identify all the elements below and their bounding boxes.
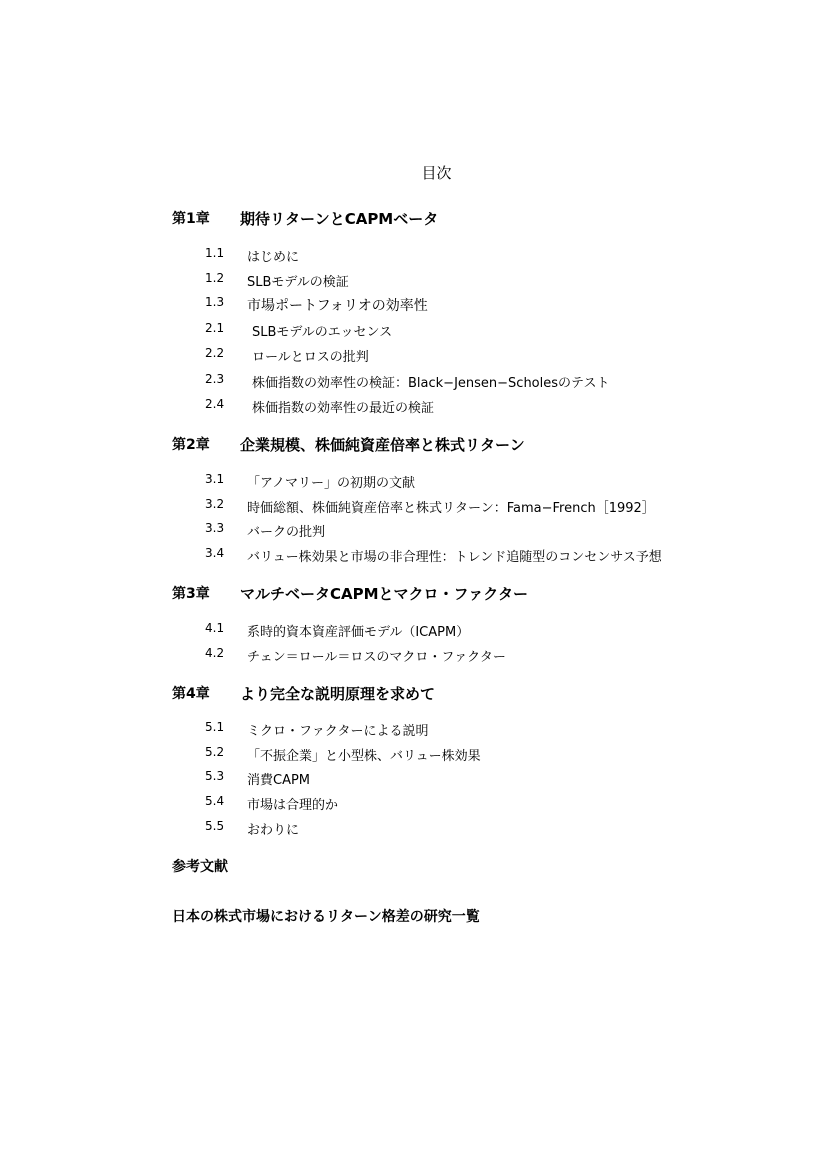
- section-title: バリュー株効果と市場の非合理性：トレンド追随型のコンセンサス予想: [247, 550, 662, 565]
- references-heading: 参考文献: [172, 859, 228, 875]
- section-title: SLBモデルのエッセンス: [252, 325, 393, 340]
- section-number: 1.1: [205, 246, 225, 260]
- section-number: 1.2: [205, 271, 225, 285]
- chapter-title: 期待リターンとCAPMベータ: [240, 210, 439, 228]
- chapter-title: マルチベータCAPMとマクロ・ファクター: [240, 585, 528, 603]
- chapter-number: 第3章: [172, 586, 210, 602]
- section-title: ロールとロスの批判: [252, 350, 369, 365]
- section-title: 時価総額、株価純資産倍率と株式リターン：Fama−French［1992］: [247, 501, 655, 516]
- section-number: 2.3: [205, 372, 225, 386]
- chapter-title: 企業規模、株価純資産倍率と株式リターン: [240, 436, 525, 454]
- section-title: はじめに: [247, 250, 300, 265]
- section-number: 1.3: [205, 295, 225, 309]
- section-title: 市場ポートフォリオの効率性: [247, 298, 428, 314]
- section-title: 系時的資本資産評価モデル（ICAPM）: [247, 625, 470, 640]
- section-number: 5.3: [205, 769, 225, 783]
- section-title: 消費CAPM: [247, 773, 311, 788]
- section-title: バークの批判: [247, 525, 326, 540]
- section-title: 株価指数の効率性の最近の検証: [252, 401, 435, 416]
- section-title: おわりに: [247, 823, 300, 838]
- section-title: SLBモデルの検証: [247, 275, 349, 290]
- section-title: ミクロ・ファクターによる説明: [247, 724, 429, 739]
- section-number: 4.2: [205, 646, 225, 660]
- chapter-number: 第2章: [172, 437, 210, 453]
- section-number: 2.1: [205, 321, 225, 335]
- section-number: 2.4: [205, 397, 225, 411]
- section-title: 市場は合理的か: [247, 798, 339, 813]
- section-number: 5.1: [205, 720, 225, 734]
- section-number: 5.2: [205, 745, 225, 759]
- toc-title: 目次: [421, 164, 452, 182]
- section-number: 3.1: [205, 472, 225, 486]
- section-number: 4.1: [205, 621, 225, 635]
- chapter-title: より完全な説明原理を求めて: [240, 685, 436, 703]
- section-title: 「アノマリー」の初期の文献: [247, 476, 415, 491]
- section-number: 3.2: [205, 497, 225, 511]
- section-number: 2.2: [205, 346, 225, 360]
- section-number: 3.4: [205, 546, 225, 560]
- chapter-number: 第1章: [172, 211, 210, 227]
- section-title: 株価指数の効率性の検証：Black−Jensen−Scholesのテスト: [252, 376, 610, 391]
- section-title: チェン＝ロール＝ロスのマクロ・ファクター: [247, 650, 506, 665]
- appendix-heading: 日本の株式市場におけるリターン格差の研究一覧: [172, 909, 480, 925]
- section-number: 5.4: [205, 794, 225, 808]
- section-number: 3.3: [205, 521, 225, 535]
- section-number: 5.5: [205, 819, 225, 833]
- chapter-number: 第4章: [172, 686, 210, 702]
- section-title: 「不振企業」と小型株、バリュー株効果: [247, 749, 481, 764]
